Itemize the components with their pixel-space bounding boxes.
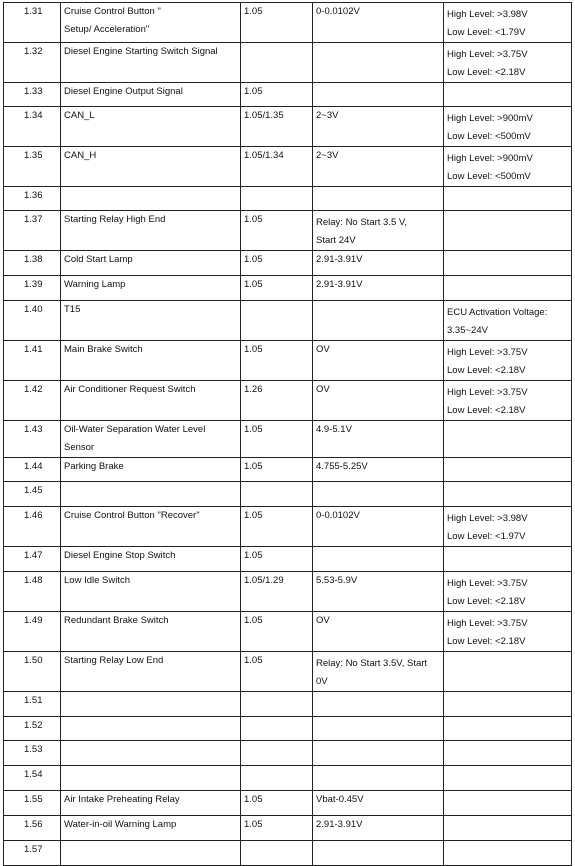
voltage-value-text: 4.755-5.25V <box>316 461 368 472</box>
pin-number-cell <box>4 147 61 187</box>
signal-name-cell <box>61 816 241 841</box>
voltage-value-cell <box>313 547 444 572</box>
reference-pin-text <box>244 692 309 710</box>
reference-pin-text: 1.05/1.29 <box>244 575 284 586</box>
level-threshold-text: Low Level: <1.97V <box>447 531 526 542</box>
pin-number-text: 1.57 <box>24 844 43 855</box>
reference-pin-cell <box>241 547 313 572</box>
reference-pin-text: 1.05 <box>244 615 263 626</box>
voltage-value-text: 5.53-5.9V <box>316 575 358 586</box>
pin-number-text: 1.52 <box>24 720 43 731</box>
level-threshold-cell <box>444 83 572 107</box>
reference-pin-cell <box>241 766 313 791</box>
pin-number-cell <box>4 187 61 211</box>
reference-pin-text <box>244 482 309 500</box>
level-threshold-text: High Level: >3.75V <box>447 387 528 398</box>
level-threshold-text: Low Level: <2.18V <box>447 596 526 607</box>
pin-number-text: 1.55 <box>24 794 43 805</box>
pin-number-cell <box>4 421 61 458</box>
reference-pin-cell <box>241 107 313 147</box>
voltage-value-cell <box>313 741 444 766</box>
signal-name-cell <box>61 211 241 251</box>
pin-number-cell <box>4 251 61 276</box>
reference-pin-text: 1.05 <box>244 279 263 290</box>
signal-name-cell <box>61 652 241 692</box>
table-row <box>4 841 572 866</box>
pin-number-text: 1.53 <box>24 744 43 755</box>
pin-number-cell <box>4 741 61 766</box>
table-row <box>4 791 572 816</box>
level-threshold-cell <box>444 147 572 187</box>
signal-name-text: Air Intake Preheating Relay <box>64 794 180 805</box>
table-row <box>4 301 572 341</box>
reference-pin-text: 1.05 <box>244 214 263 225</box>
level-threshold-text: High Level: >3.75V <box>447 618 528 629</box>
voltage-value-cell <box>313 816 444 841</box>
pin-number-text: 1.34 <box>24 110 43 121</box>
signal-name-text: CAN_H <box>64 150 97 161</box>
voltage-value-cell <box>313 458 444 482</box>
pin-number-text: 1.39 <box>24 279 43 290</box>
voltage-value-cell <box>313 791 444 816</box>
voltage-value-cell <box>313 766 444 791</box>
level-threshold-text: High Level: >900mV <box>447 113 533 124</box>
signal-name-text: Oil-Water Separation Water Level <box>64 424 206 435</box>
level-threshold-cell <box>444 841 572 866</box>
table-row <box>4 458 572 482</box>
signal-name-cell <box>61 276 241 301</box>
signal-name-cell <box>61 692 241 717</box>
signal-name-cell <box>61 187 241 211</box>
table-row <box>4 147 572 187</box>
voltage-value-cell <box>313 692 444 717</box>
level-threshold-text: Low Level: <2.18V <box>447 365 526 376</box>
reference-pin-cell <box>241 816 313 841</box>
table-row <box>4 652 572 692</box>
signal-name-cell <box>61 421 241 458</box>
level-threshold-text: Low Level: <500mV <box>447 131 531 142</box>
signal-name-cell <box>61 83 241 107</box>
voltage-value-cell <box>313 507 444 547</box>
signal-name-cell <box>61 482 241 507</box>
reference-pin-text: 1.05/1.35 <box>244 110 284 121</box>
voltage-value-cell <box>313 276 444 301</box>
voltage-value-cell <box>313 612 444 652</box>
signal-name-cell <box>61 612 241 652</box>
level-threshold-text: Low Level: <2.18V <box>447 636 526 647</box>
level-threshold-cell <box>444 741 572 766</box>
signal-name-text: Cruise Control Button "Recover" <box>64 510 200 521</box>
table-row <box>4 612 572 652</box>
reference-pin-text: 1.05 <box>244 424 263 435</box>
signal-name-cell <box>61 251 241 276</box>
pin-number-cell <box>4 458 61 482</box>
level-threshold-text: High Level: >3.98V <box>447 513 528 524</box>
level-threshold-cell <box>444 791 572 816</box>
pin-number-cell <box>4 717 61 741</box>
voltage-value-text: OV <box>316 615 330 626</box>
signal-name-cell <box>61 3 241 43</box>
signal-name-cell <box>61 341 241 381</box>
reference-pin-text: 1.05/1.34 <box>244 150 284 161</box>
signal-name-text: Water-in-oil Warning Lamp <box>64 819 177 830</box>
voltage-value-text: Start 24V <box>316 235 356 246</box>
pin-number-cell <box>4 791 61 816</box>
reference-pin-text: 1.05 <box>244 6 263 17</box>
pin-number-text: 1.51 <box>24 695 43 706</box>
level-threshold-cell <box>444 301 572 341</box>
level-threshold-cell <box>444 547 572 572</box>
reference-pin-text <box>244 43 309 61</box>
table-row <box>4 507 572 547</box>
pin-number-cell <box>4 612 61 652</box>
signal-name-text: Diesel Engine Stop Switch <box>64 550 176 561</box>
level-threshold-text: Low Level: <1.79V <box>447 27 526 38</box>
reference-pin-text <box>244 741 309 759</box>
voltage-value-cell <box>313 717 444 741</box>
pin-number-text: 1.40 <box>24 304 43 315</box>
reference-pin-cell <box>241 482 313 507</box>
reference-pin-cell <box>241 841 313 866</box>
pin-number-cell <box>4 572 61 612</box>
signal-name-cell <box>61 43 241 83</box>
pin-number-cell <box>4 547 61 572</box>
signal-name-cell <box>61 572 241 612</box>
level-threshold-text: High Level: >3.75V <box>447 578 528 589</box>
level-threshold-cell <box>444 211 572 251</box>
reference-pin-text: 1.05 <box>244 819 263 830</box>
reference-pin-text: 1.26 <box>244 384 263 395</box>
table-row <box>4 381 572 421</box>
pin-number-text: 1.31 <box>24 6 43 17</box>
signal-table-body <box>4 3 572 866</box>
level-threshold-cell <box>444 341 572 381</box>
reference-pin-cell <box>241 276 313 301</box>
pin-number-cell <box>4 692 61 717</box>
level-threshold-cell <box>444 276 572 301</box>
signal-name-cell <box>61 547 241 572</box>
level-threshold-cell <box>444 816 572 841</box>
voltage-value-cell <box>313 381 444 421</box>
table-row <box>4 187 572 211</box>
pin-number-text: 1.46 <box>24 510 43 521</box>
table-row <box>4 421 572 458</box>
level-threshold-cell <box>444 381 572 421</box>
reference-pin-cell <box>241 3 313 43</box>
signal-name-cell <box>61 741 241 766</box>
voltage-value-cell <box>313 211 444 251</box>
voltage-value-cell <box>313 43 444 83</box>
level-threshold-text: Low Level: <2.18V <box>447 67 526 78</box>
table-row <box>4 107 572 147</box>
signal-name-text: Sensor <box>64 442 95 453</box>
reference-pin-cell <box>241 612 313 652</box>
voltage-value-cell <box>313 421 444 458</box>
reference-pin-cell <box>241 341 313 381</box>
voltage-value-text: 4.9-5.1V <box>316 424 352 435</box>
reference-pin-text: 1.05 <box>244 794 263 805</box>
signal-name-text: CAN_L <box>64 110 95 121</box>
pin-number-text: 1.45 <box>24 485 43 496</box>
voltage-value-text: 0-0.0102V <box>316 6 360 17</box>
level-threshold-cell <box>444 612 572 652</box>
pin-number-text: 1.36 <box>24 190 43 201</box>
pin-number-cell <box>4 816 61 841</box>
voltage-value-cell <box>313 147 444 187</box>
pin-number-cell <box>4 301 61 341</box>
level-threshold-text: Low Level: <2.18V <box>447 405 526 416</box>
voltage-value-cell <box>313 341 444 381</box>
pin-number-text: 1.54 <box>24 769 43 780</box>
voltage-value-cell <box>313 187 444 211</box>
reference-pin-cell <box>241 507 313 547</box>
reference-pin-text: 1.05 <box>244 344 263 355</box>
signal-name-cell <box>61 107 241 147</box>
pin-number-cell <box>4 841 61 866</box>
reference-pin-text: 1.05 <box>244 86 263 97</box>
table-row <box>4 251 572 276</box>
reference-pin-text <box>244 301 309 319</box>
level-threshold-cell <box>444 766 572 791</box>
table-row <box>4 276 572 301</box>
signal-name-cell <box>61 301 241 341</box>
voltage-value-cell <box>313 572 444 612</box>
table-row <box>4 341 572 381</box>
voltage-value-cell <box>313 482 444 507</box>
pin-number-text: 1.32 <box>24 46 43 57</box>
reference-pin-cell <box>241 251 313 276</box>
signal-name-text: T15 <box>64 304 81 315</box>
reference-pin-cell <box>241 187 313 211</box>
table-row <box>4 211 572 251</box>
signal-name-text: Diesel Engine Starting Switch Signal <box>64 46 218 57</box>
reference-pin-cell <box>241 381 313 421</box>
voltage-value-cell <box>313 652 444 692</box>
reference-pin-cell <box>241 572 313 612</box>
level-threshold-text: 3.35~24V <box>447 325 488 336</box>
level-threshold-cell <box>444 692 572 717</box>
reference-pin-cell <box>241 421 313 458</box>
level-threshold-text: High Level: >3.75V <box>447 347 528 358</box>
voltage-value-text: 0V <box>316 676 328 687</box>
pin-number-text: 1.42 <box>24 384 43 395</box>
signal-name-text: Starting Relay Low End <box>64 655 164 666</box>
pin-number-cell <box>4 3 61 43</box>
level-threshold-cell <box>444 652 572 692</box>
pin-number-text: 1.33 <box>24 86 43 97</box>
voltage-value-text: 2~3V <box>316 150 339 161</box>
pin-number-text: 1.44 <box>24 461 43 472</box>
signal-table <box>3 2 572 866</box>
pin-number-text: 1.35 <box>24 150 43 161</box>
level-threshold-text: High Level: >3.98V <box>447 9 528 20</box>
voltage-value-cell <box>313 301 444 341</box>
table-row <box>4 547 572 572</box>
reference-pin-cell <box>241 211 313 251</box>
pin-number-cell <box>4 766 61 791</box>
pin-number-text: 1.43 <box>24 424 43 435</box>
table-row <box>4 717 572 741</box>
reference-pin-cell <box>241 147 313 187</box>
level-threshold-text: High Level: >900mV <box>447 153 533 164</box>
signal-name-text: Parking Brake <box>64 461 124 472</box>
level-threshold-text: Low Level: <500mV <box>447 171 531 182</box>
level-threshold-text: High Level: >3.75V <box>447 49 528 60</box>
signal-name-cell <box>61 841 241 866</box>
table-row <box>4 3 572 43</box>
reference-pin-text: 1.05 <box>244 510 263 521</box>
pin-number-cell <box>4 43 61 83</box>
table-row <box>4 43 572 83</box>
voltage-value-text: Relay: No Start 3.5V, Start <box>316 658 428 669</box>
signal-name-text: Low Idle Switch <box>64 575 131 586</box>
level-threshold-cell <box>444 482 572 507</box>
reference-pin-cell <box>241 652 313 692</box>
reference-pin-cell <box>241 301 313 341</box>
signal-name-text: Air Conditioner Request Switch <box>64 384 196 395</box>
pin-number-cell <box>4 482 61 507</box>
level-threshold-cell <box>444 458 572 482</box>
pin-number-cell <box>4 276 61 301</box>
pin-number-text: 1.48 <box>24 575 43 586</box>
level-threshold-cell <box>444 187 572 211</box>
signal-name-text: Setup/ Acceleration" <box>64 24 150 35</box>
pin-number-cell <box>4 83 61 107</box>
table-row <box>4 816 572 841</box>
table-row <box>4 572 572 612</box>
pin-number-text: 1.47 <box>24 550 43 561</box>
pin-number-text: 1.38 <box>24 254 43 265</box>
reference-pin-cell <box>241 741 313 766</box>
level-threshold-cell <box>444 421 572 458</box>
table-row <box>4 482 572 507</box>
pin-number-text: 1.49 <box>24 615 43 626</box>
reference-pin-text: 1.05 <box>244 461 263 472</box>
voltage-value-text: Relay: No Start 3.5 V, <box>316 217 408 228</box>
voltage-value-text: 2.91-3.91V <box>316 819 363 830</box>
signal-name-text: Cold Start Lamp <box>64 254 133 265</box>
pin-number-cell <box>4 211 61 251</box>
pin-number-text: 1.50 <box>24 655 43 666</box>
table-row <box>4 741 572 766</box>
voltage-value-text: OV <box>316 384 330 395</box>
reference-pin-text <box>244 766 309 784</box>
level-threshold-cell <box>444 43 572 83</box>
voltage-value-cell <box>313 3 444 43</box>
table-row <box>4 83 572 107</box>
signal-name-cell <box>61 766 241 791</box>
voltage-value-cell <box>313 251 444 276</box>
level-threshold-cell <box>444 251 572 276</box>
signal-name-cell <box>61 717 241 741</box>
voltage-value-text: 2.91-3.91V <box>316 279 363 290</box>
reference-pin-text <box>244 187 309 205</box>
reference-pin-cell <box>241 458 313 482</box>
signal-name-cell <box>61 507 241 547</box>
level-threshold-cell <box>444 572 572 612</box>
voltage-value-cell <box>313 83 444 107</box>
table-row <box>4 692 572 717</box>
signal-name-text: Redundant Brake Switch <box>64 615 169 626</box>
signal-name-text: Diesel Engine Output Signal <box>64 86 183 97</box>
signal-name-cell <box>61 147 241 187</box>
reference-pin-cell <box>241 791 313 816</box>
reference-pin-text <box>244 717 309 735</box>
signal-name-text: Main Brake Switch <box>64 344 143 355</box>
signal-name-cell <box>61 381 241 421</box>
pin-number-cell <box>4 107 61 147</box>
signal-name-text: Cruise Control Button " <box>64 6 161 17</box>
signal-name-text: Warning Lamp <box>64 279 126 290</box>
level-threshold-cell <box>444 107 572 147</box>
level-threshold-text: ECU Activation Voltage: <box>447 307 548 318</box>
voltage-value-text: 2.91-3.91V <box>316 254 363 265</box>
voltage-value-cell <box>313 841 444 866</box>
reference-pin-text: 1.05 <box>244 254 263 265</box>
signal-name-text: Starting Relay High End <box>64 214 166 225</box>
reference-pin-cell <box>241 692 313 717</box>
voltage-value-text: 0-0.0102V <box>316 510 360 521</box>
voltage-value-text: Vbat-0.45V <box>316 794 364 805</box>
pin-number-cell <box>4 507 61 547</box>
signal-name-cell <box>61 458 241 482</box>
reference-pin-text: 1.05 <box>244 550 263 561</box>
level-threshold-cell <box>444 507 572 547</box>
signal-name-cell <box>61 791 241 816</box>
pin-number-text: 1.37 <box>24 214 43 225</box>
level-threshold-cell <box>444 3 572 43</box>
reference-pin-text: 1.05 <box>244 655 263 666</box>
pin-number-text: 1.56 <box>24 819 43 830</box>
pin-number-cell <box>4 341 61 381</box>
voltage-value-text: 2~3V <box>316 110 339 121</box>
reference-pin-cell <box>241 43 313 83</box>
voltage-value-cell <box>313 107 444 147</box>
table-row <box>4 766 572 791</box>
reference-pin-cell <box>241 83 313 107</box>
pin-number-cell <box>4 652 61 692</box>
voltage-value-text: OV <box>316 344 330 355</box>
level-threshold-cell <box>444 717 572 741</box>
reference-pin-cell <box>241 717 313 741</box>
pin-number-text: 1.41 <box>24 344 43 355</box>
pin-number-cell <box>4 381 61 421</box>
